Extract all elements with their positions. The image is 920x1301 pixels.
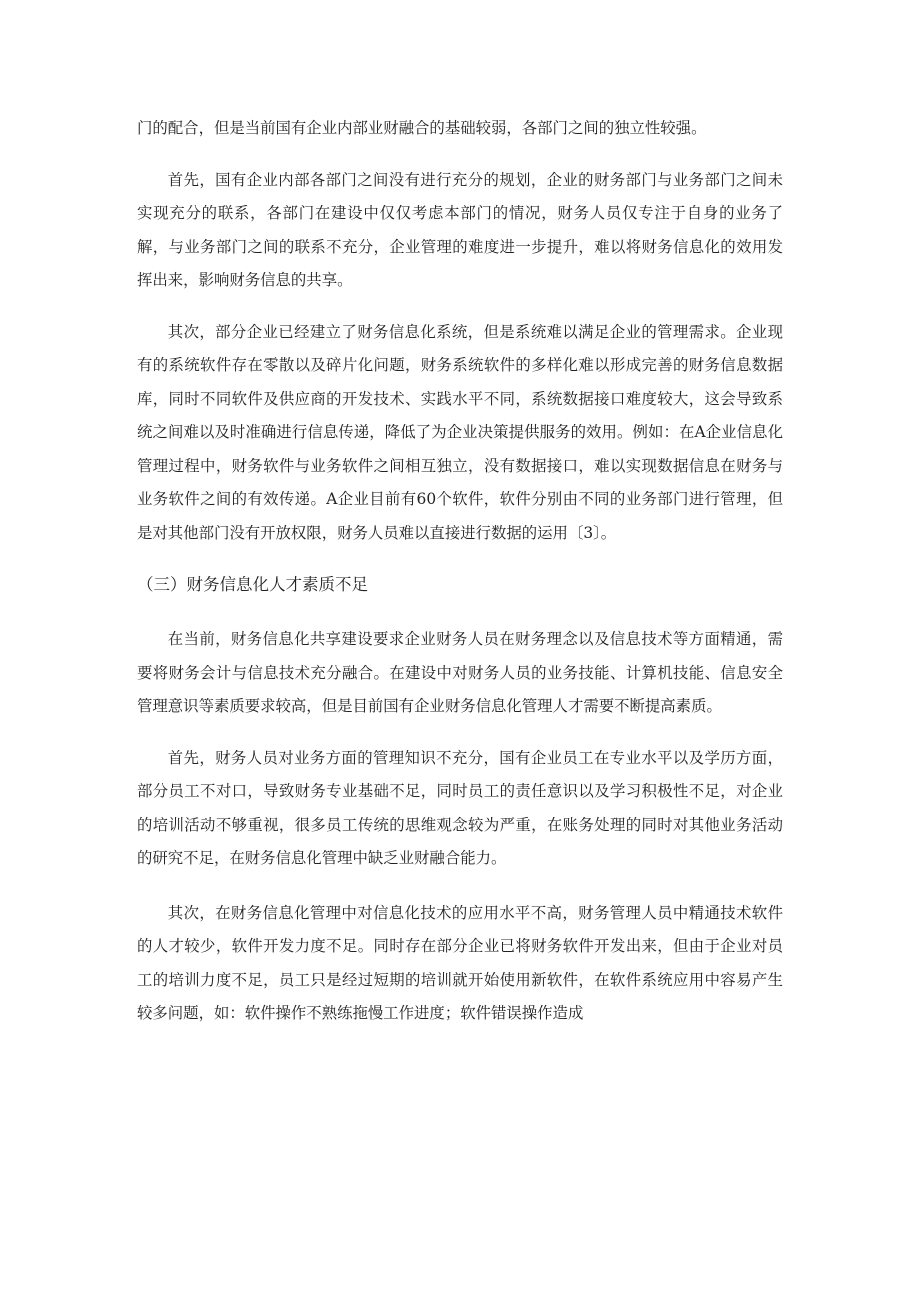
paragraph-gap bbox=[137, 602, 783, 623]
paragraph-gap bbox=[137, 298, 783, 316]
paragraph-gap bbox=[137, 550, 783, 568]
section-heading: （三）财务信息化人才素质不足 bbox=[137, 575, 368, 594]
paragraph-intro: 在当前，财务信息化共享建设要求企业财务人员在财务理念以及信息技术等方面精通，需要将财务会计与信息技术充分融合。在建设中对财务人员的业务技能、计算机技能、信息安全管理意识等素质要求较高，但是目前国有企业财务信息化管理人才需要不断提高素质。 bbox=[137, 630, 783, 715]
paragraph-gap bbox=[137, 724, 783, 742]
paragraph-second-reason: 其次，在财务信息化管理中对信息化技术的应用水平不高，财务管理人员中精通技术软件的人才较少，软件开发力度不足。同时存在部分企业已将财务软件开发出来，但由于企业对员工的培训力度不足，员工只是经过短期的培训就开始使用新软件，在软件系统应用中容易产生较多问题，如：软件操作不熟练拖慢工作进度；软件错误操作造成 bbox=[137, 903, 783, 1022]
paragraph-first-point: 首先，国有企业内部各部门之间没有进行充分的规划，企业的财务部门与业务部门之间未实现充分的联系，各部门在建设中仅仅考虑本部门的情况，财务人员仅专注于自身的业务了解，与业务部门之间的联系不充分，企业管理的难度进一步提升，难以将财务信息化的效用发挥出来，影响财务信息的共享。 bbox=[137, 170, 783, 289]
paragraph-continuation: 门的配合，但是当前国有企业内部业财融合的基础较弱，各部门之间的独立性较强。 bbox=[137, 119, 707, 137]
paragraph-gap bbox=[137, 876, 783, 897]
document-body bbox=[137, 112, 783, 1031]
paragraph-gap bbox=[137, 146, 783, 164]
paragraph-first-reason: 首先，财务人员对业务方面的管理知识不充分，国有企业员工在专业水平以及学历方面，部分员工不对口，导致财务专业基础不足，同时员工的责任意识以及学习积极性不足，对企业的培训活动不够重视，很多员工传统的思维观念较为严重，在账务处理的同时对其他业务活动的研究不足，在财务信息化管理中缺乏业财融合能力。 bbox=[137, 748, 783, 867]
paragraph-second-point: 其次，部分企业已经建立了财务信息化系统，但是系统难以满足企业的管理需求。企业现有的系统软件存在零散以及碎片化问题，财务系统软件的多样化难以形成完善的财务信息数据库，同时不同软件及供应商的开发技术、实践水平不同，系统数据接口难度较大，这会导致系统之间难以及时准确进行信息传递，降低了为企业决策提供服务的效用。例如：在A企业信息化管理过程中，财务软件与业务软件之间相互独立，没有数据接口，难以实现数据信息在财务与业务软件之间的有效传递。A企业目前有60个软件，软件分别由不同的业务部门进行管理，但是对其他部门没有开放权限，财务人员难以直接进行数据的运用〔3〕。 bbox=[137, 322, 783, 542]
